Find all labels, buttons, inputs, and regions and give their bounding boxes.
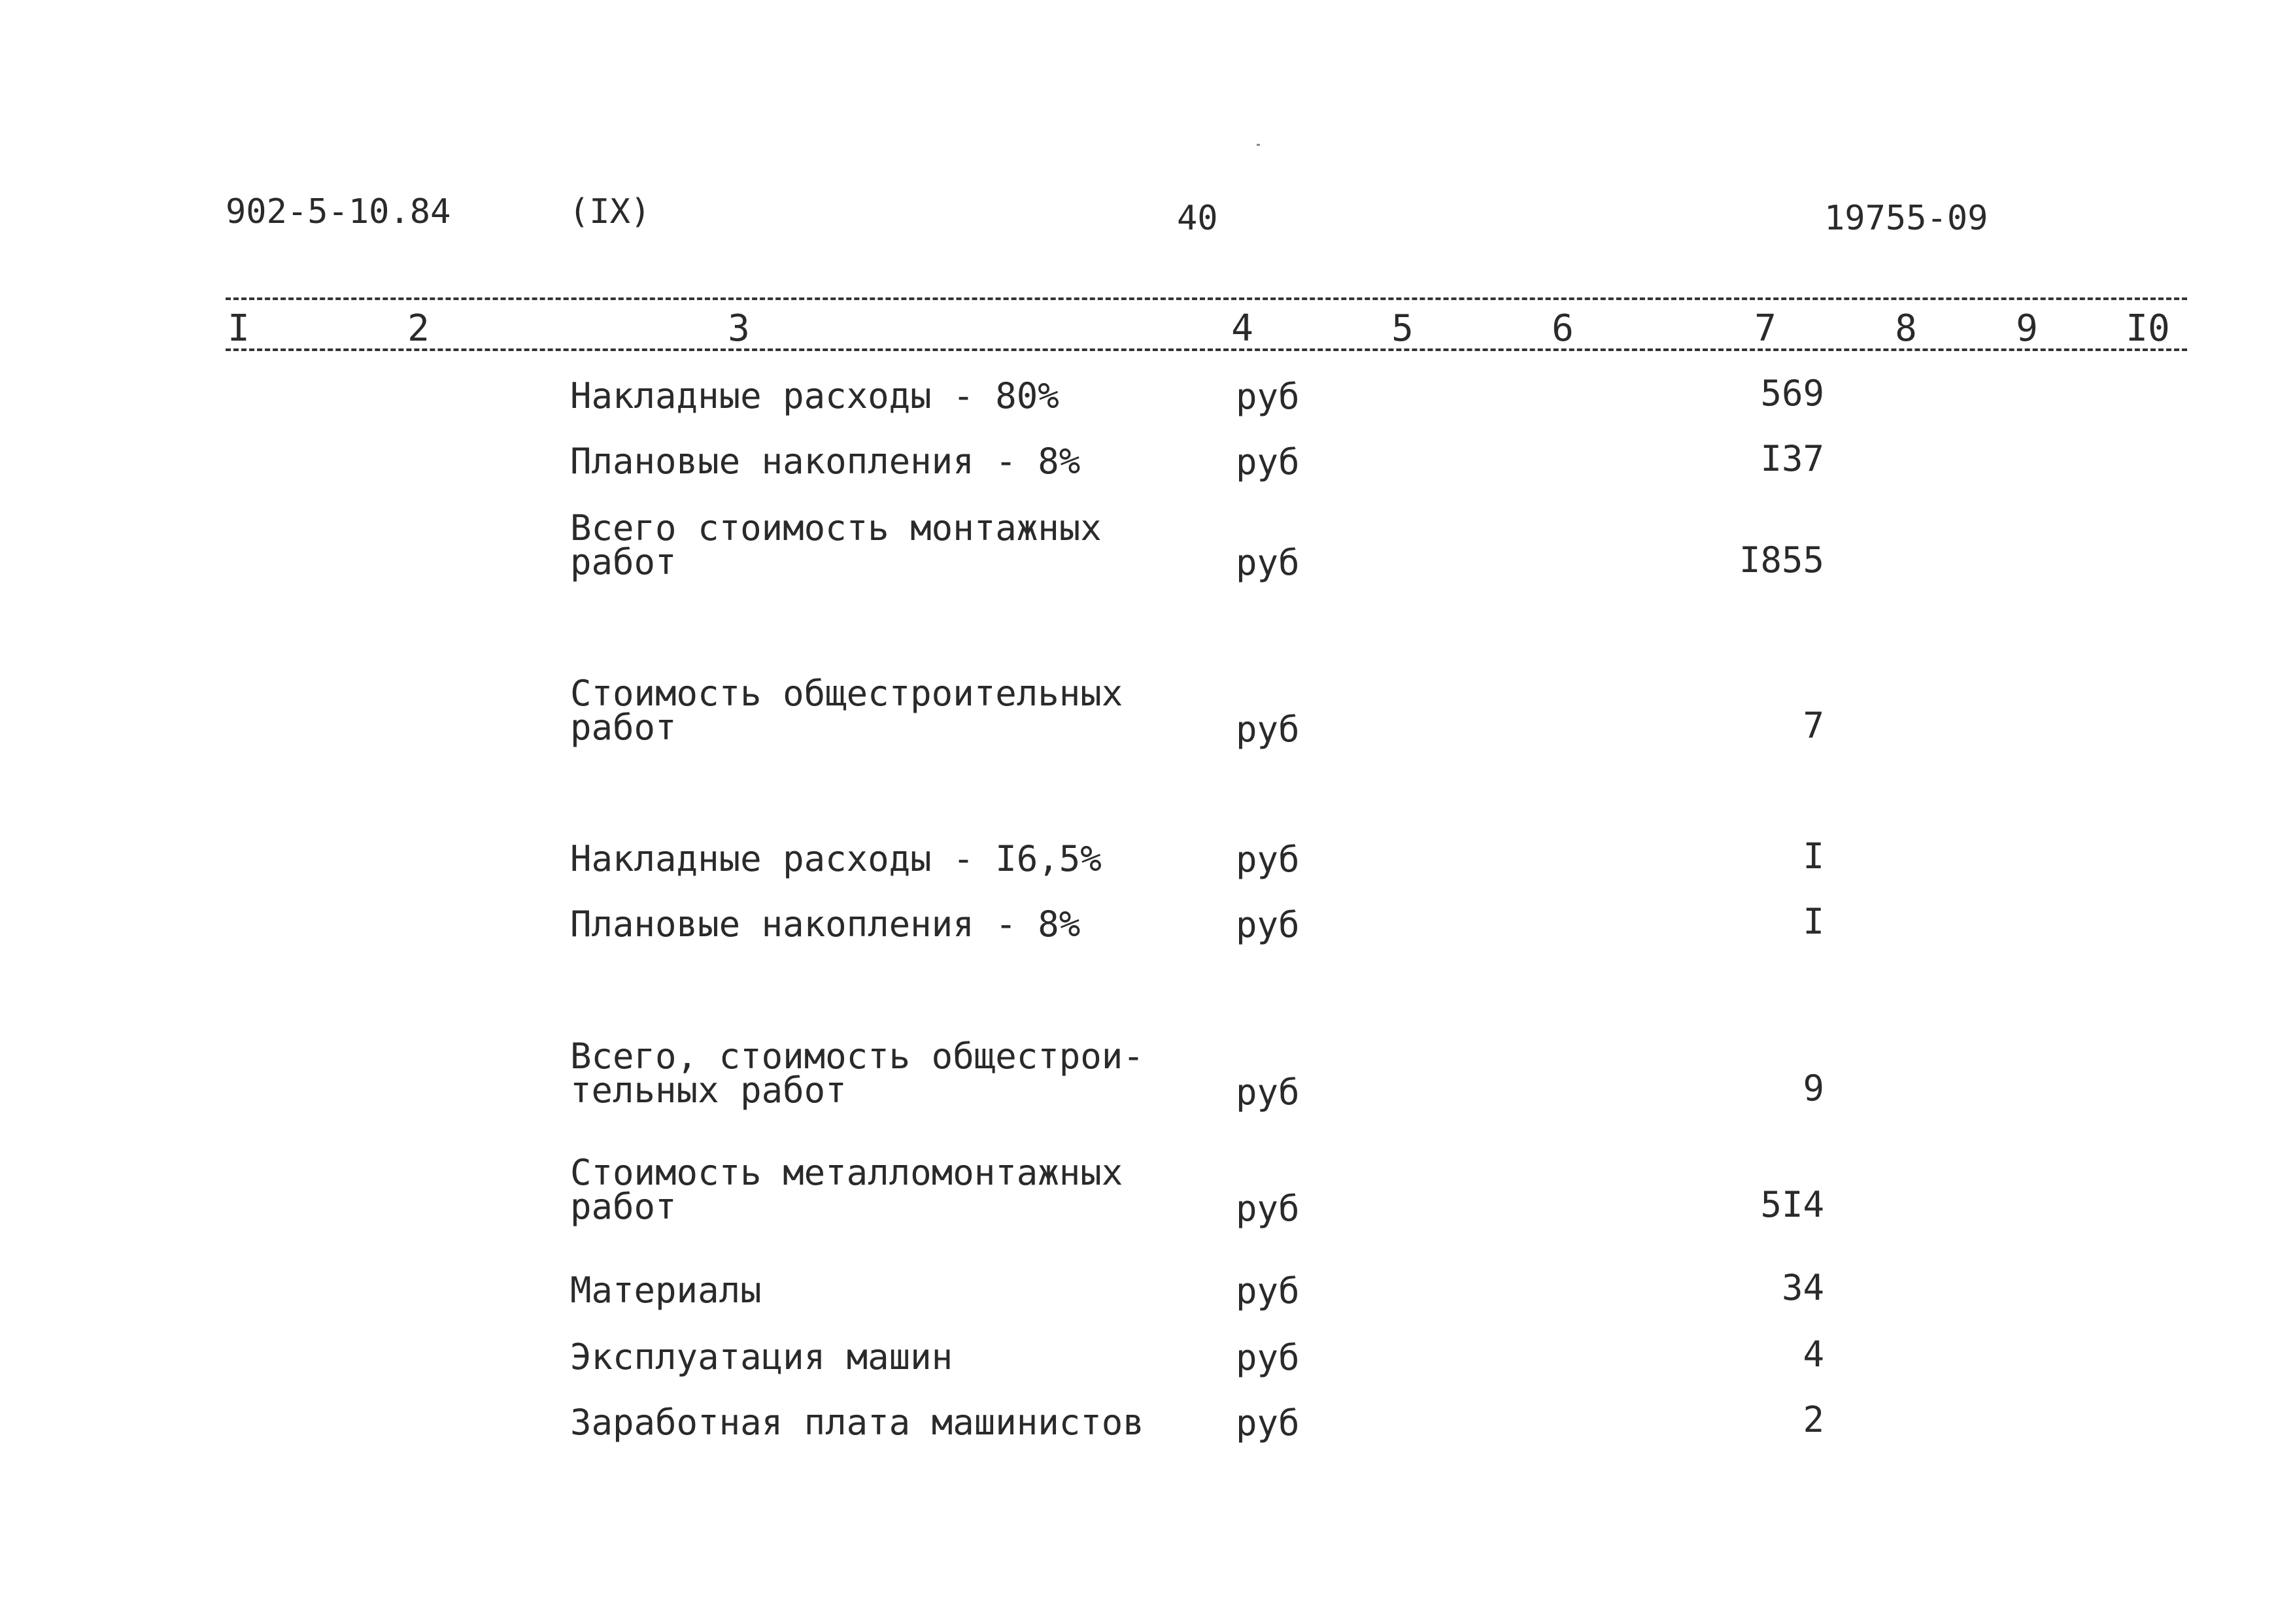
row-description: Заработная плата машинистов	[570, 1402, 1144, 1443]
row-description: Плановые накопления - 8%	[570, 441, 1081, 482]
row-value: I855	[1739, 539, 1824, 581]
row-description: Накладные расходы - I6,5%	[570, 838, 1102, 879]
row-description: Накладные расходы - 80%	[570, 375, 1059, 416]
row-value: 2	[1803, 1399, 1824, 1440]
row-unit: руб	[1236, 1337, 1300, 1378]
column-number-9: 9	[2016, 307, 2038, 350]
row-value: 4	[1803, 1334, 1824, 1375]
archive-number: 19755-09	[1824, 199, 1988, 238]
row-unit: руб	[1236, 441, 1300, 482]
row-unit: руб	[1236, 376, 1300, 417]
row-description: Стоимость металломонтажных работ	[570, 1152, 1123, 1227]
row-unit: руб	[1236, 709, 1300, 750]
column-number-8: 8	[1895, 307, 1917, 350]
document-code: 902-5-10.84	[226, 192, 451, 231]
column-number-3: 3	[728, 307, 750, 350]
row-description: Всего, стоимость общестрои- тельных работ	[570, 1036, 1144, 1111]
row-unit: руб	[1236, 1270, 1300, 1311]
scan-speck	[1257, 144, 1260, 146]
row-value: I	[1803, 836, 1824, 877]
table-header-rule	[226, 348, 2187, 351]
row-value: 5I4	[1760, 1184, 1824, 1225]
page-number: 40	[1177, 199, 1218, 238]
column-number-5: 5	[1391, 307, 1414, 350]
row-value: 569	[1760, 373, 1824, 414]
row-description: Материалы	[570, 1270, 762, 1311]
row-unit: руб	[1236, 1402, 1300, 1444]
row-description: Стоимость общестроительных работ	[570, 673, 1123, 748]
column-number-1: I	[228, 307, 250, 350]
table-top-rule	[226, 297, 2187, 300]
column-number-7: 7	[1754, 307, 1776, 350]
row-value: 34	[1781, 1267, 1824, 1308]
row-unit: руб	[1236, 1188, 1300, 1229]
row-value: 7	[1803, 705, 1824, 746]
row-description: Всего стоимость монтажных работ	[570, 507, 1102, 583]
row-description: Плановые накопления - 8%	[570, 904, 1081, 945]
row-unit: руб	[1236, 542, 1300, 583]
row-unit: руб	[1236, 839, 1300, 880]
column-number-10: I0	[2126, 307, 2170, 350]
row-value: I	[1803, 901, 1824, 942]
row-value: 9	[1803, 1068, 1824, 1109]
row-unit: руб	[1236, 1072, 1300, 1113]
row-value: I37	[1760, 438, 1824, 479]
column-number-6: 6	[1552, 307, 1574, 350]
section-number: (IX)	[569, 192, 651, 231]
column-number-2: 2	[407, 307, 430, 350]
column-number-4: 4	[1231, 307, 1253, 350]
row-unit: руб	[1236, 904, 1300, 945]
row-description: Эксплуатация машин	[570, 1336, 953, 1378]
